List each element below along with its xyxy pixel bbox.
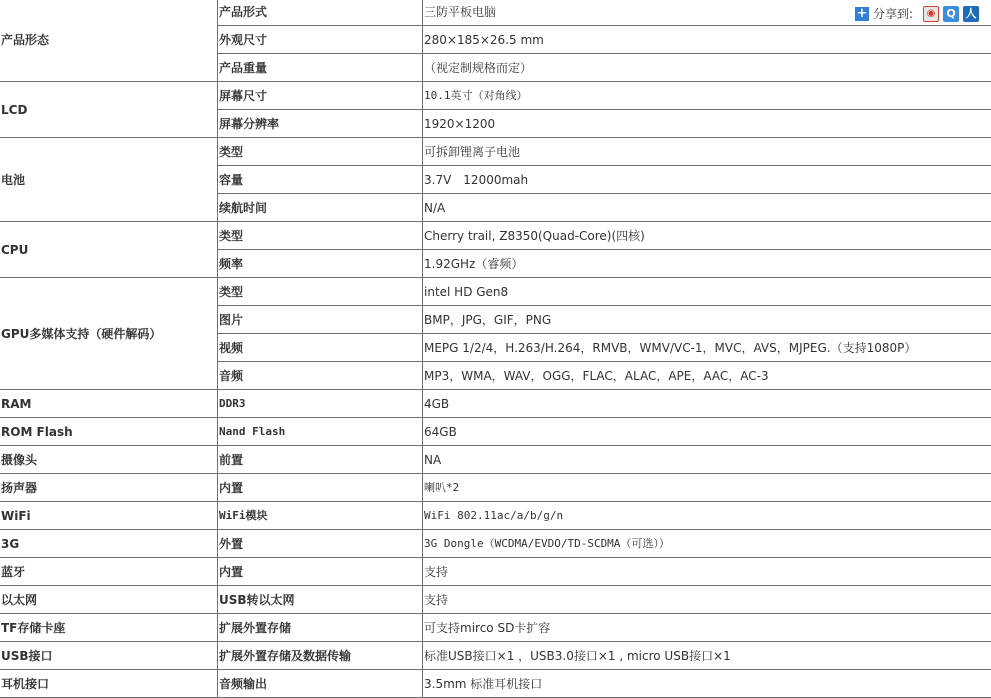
table-row [0,670,991,698]
attribute-cell: WiFi模块 [218,502,423,530]
table-row [0,502,991,530]
table-row [0,586,991,614]
value-cell: 支持 [423,586,991,614]
value-cell: 3G Dongle（WCDMA/EVDO/TD-SCDMA（可选）） [423,530,991,558]
value-cell: 支持 [423,558,991,586]
attribute-cell: 类型 [218,278,423,306]
attribute-cell: 扩展外置存储及数据传输 [218,642,423,670]
category-cell: ROM Flash [0,418,218,446]
category-cell: 耳机接口 [0,670,218,698]
weibo-icon[interactable]: ◉ [923,6,939,22]
category-cell: GPU多媒体支持（硬件解码） [0,278,218,390]
attribute-cell: 产品重量 [218,54,423,82]
table-row [0,642,991,670]
category-cell: CPU [0,222,218,278]
table-row [0,222,991,250]
category-cell: 电池 [0,138,218,222]
value-cell: 1.92GHz（睿频） [423,250,991,278]
category-cell: 摄像头 [0,446,218,474]
renren-icon[interactable]: 人 [963,6,979,22]
table-row [0,474,991,502]
category-cell: 蓝牙 [0,558,218,586]
attribute-cell: 前置 [218,446,423,474]
attribute-cell: DDR3 [218,390,423,418]
share-label: 分享到: [873,5,913,22]
value-cell: 4GB [423,390,991,418]
category-cell: LCD [0,82,218,138]
value-cell: 喇叭*2 [423,474,991,502]
attribute-cell: 产品形式 [218,0,423,26]
attribute-cell: 外置 [218,530,423,558]
table-row [0,614,991,642]
category-cell: WiFi [0,502,218,530]
category-cell: USB接口 [0,642,218,670]
value-cell: 可拆卸锂离子电池 [423,138,991,166]
value-cell: 280×185×26.5 mm [423,26,991,54]
table-row [0,138,991,166]
attribute-cell: 屏幕分辨率 [218,110,423,138]
attribute-cell: 音频 [218,362,423,390]
value-cell: NA [423,446,991,474]
value-cell: 3.5mm 标准耳机接口 [423,670,991,698]
attribute-cell: 视频 [218,334,423,362]
value-cell: 三防平板电脑 [423,0,991,26]
value-cell: N/A [423,194,991,222]
attribute-cell: Nand Flash [218,418,423,446]
attribute-cell: USB转以太网 [218,586,423,614]
attribute-cell: 图片 [218,306,423,334]
value-cell: intel HD Gen8 [423,278,991,306]
table-row [0,390,991,418]
qzone-icon[interactable]: Q [943,6,959,22]
category-cell: 3G [0,530,218,558]
attribute-cell: 屏幕尺寸 [218,82,423,110]
attribute-cell: 续航时间 [218,194,423,222]
value-cell: （视定制规格而定） [423,54,991,82]
table-row [0,530,991,558]
value-cell: BMP，JPG，GIF，PNG [423,306,991,334]
table-row [0,82,991,110]
attribute-cell: 内置 [218,558,423,586]
value-cell: 10.1英寸（对角线） [423,82,991,110]
value-cell: 标准USB接口×1 ，USB3.0接口×1 , micro USB接口×1 [423,642,991,670]
category-cell: TF存储卡座 [0,614,218,642]
category-cell: 产品形态 [0,0,218,82]
value-cell: WiFi 802.11ac/a/b/g/n [423,502,991,530]
value-cell: MP3，WMA，WAV，OGG，FLAC，ALAC，APE，AAC，AC-3 [423,362,991,390]
table-row [0,278,991,306]
value-cell: 64GB [423,418,991,446]
attribute-cell: 音频输出 [218,670,423,698]
attribute-cell: 内置 [218,474,423,502]
plus-icon[interactable]: + [855,7,869,21]
attribute-cell: 外观尺寸 [218,26,423,54]
value-cell: 3.7V 12000mah [423,166,991,194]
table-row [0,0,991,26]
table-row [0,558,991,586]
category-cell: 以太网 [0,586,218,614]
category-cell: 扬声器 [0,474,218,502]
table-row [0,418,991,446]
value-cell: MEPG 1/2/4，H.263/H.264，RMVB，WMV/VC-1，MVC，AVS，MJPEG.（支持1080P） [423,334,991,362]
attribute-cell: 类型 [218,222,423,250]
attribute-cell: 频率 [218,250,423,278]
value-cell: Cherry trail, Z8350(Quad-Core)(四核) [423,222,991,250]
attribute-cell: 容量 [218,166,423,194]
attribute-cell: 类型 [218,138,423,166]
value-cell: 可支持mirco SD卡扩容 [423,614,991,642]
value-cell: 1920×1200 [423,110,991,138]
table-row [0,446,991,474]
category-cell: RAM [0,390,218,418]
share-bar [851,5,979,22]
attribute-cell: 扩展外置存储 [218,614,423,642]
